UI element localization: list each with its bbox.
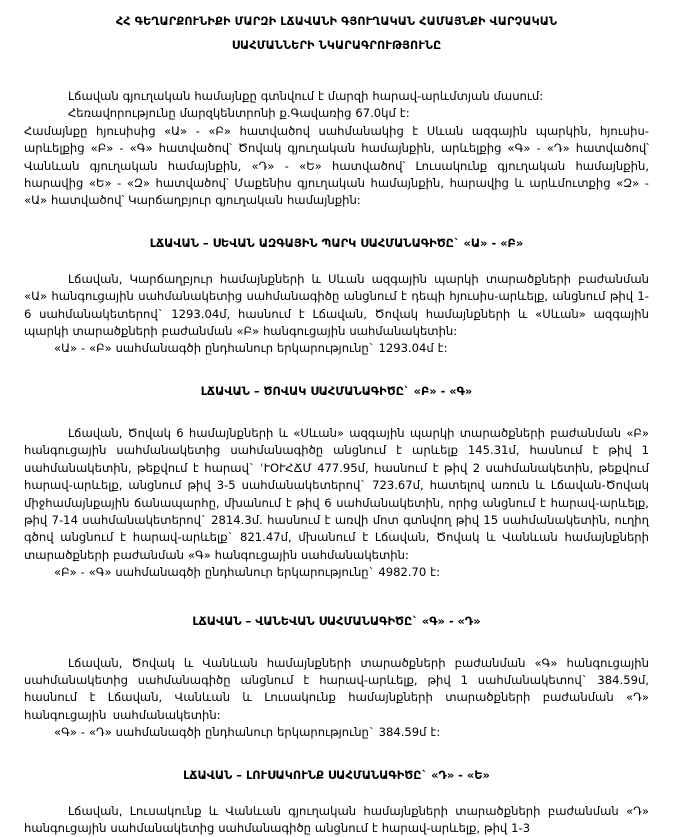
spacer (24, 742, 649, 767)
section-heading-d-e: ԼՃԱՎԱՆ – ԼՈՒՍԱԿՈՒՆՔ ՍԱՀՄԱՆԱԳԻԾԸ` «Դ» - «Ե» (183, 767, 490, 782)
spacer (24, 210, 649, 235)
section-summary-b-g: «Բ» - «Գ» սահմանագծի ընդհանուր երկարությունը` 4982.70 է: (54, 565, 441, 580)
intro-paragraph-2: Հեռավորությունը մարզկենտրոնի ք.Գավառից 67.0կմ է: (68, 106, 410, 121)
spacer (24, 58, 649, 88)
document-title (24, 10, 649, 58)
section-heading-g-d: ԼՃԱՎԱՆ – ՎԱՆԵՎԱՆ ՍԱՀՄԱՆԱԳԻԾԸ` «Գ» - «Դ» (192, 613, 481, 628)
spacer (24, 582, 649, 613)
document-title-line-2: ՍԱՀՄԱՆՆԵՐԻ ՆԿԱՐԱԳՐՈՒԹՅՈՒՆԸ (231, 39, 442, 52)
section-body-d-e: Լճավան, Լուսակունք և Վանևան գյուղական համայնքների տարածքների բաժանման «Դ» հանգուցային սահմանակետից սահմանագիծը անցնում է հարավ-արևելք, թիվ 1-3 (24, 803, 649, 835)
section-summary-a-b: «Ա» - «Բ» սահմանագծի ընդհանուր երկարությունը` 1293.04մ է: (54, 341, 448, 356)
section-body-a-b: Լճավան, Կարճաղբյուր համայնքների և Սևան ազգային պարկի տարածքների բաժանման «Ա» հանգուցային սահմանակետից սահմանագիծը անցնում է դեպի հյուսիս-արևելք, անցնում թիվ 1-6 սահմանակետերով` 1293.04մ, հասնում է Լճավան, Ծովակ համայնքների և «Սևան» ազգային պարկի տարածքների բաժանման «Բ» հանգուցային սահմանակետին: (24, 271, 649, 339)
spacer (24, 400, 649, 425)
section-summary-g-d: «Գ» - «Դ» սահմանագծի ընդհանուր երկարությունը` 384.59մ է: (54, 725, 441, 740)
spacer (24, 630, 649, 655)
document-title-line-1: ՀՀ ԳԵՂԱՐՔՈՒՆԻՔԻ ՄԱՐԶԻ ԼՃԱՎԱՆԻ ԳՅՈՒՂԱԿԱՆ ՀԱՄԱՅՆՔԻ ՎԱՐՉԱԿԱՆ (115, 15, 558, 28)
spacer (24, 784, 649, 803)
spacer (24, 358, 649, 383)
section-heading-b-g: ԼՃԱՎԱՆ – ԾՈՎԱԿ ՍԱՀՄԱՆԱԳԻԾԸ` «Բ» - «Գ» (200, 383, 473, 398)
intro-paragraph-1: Լճավան գյուղական համայնքը գտնվում է մարզի հարավ-արևմտյան մասում: (68, 89, 544, 103)
spacer (24, 252, 649, 271)
intro-paragraph-3: Համայնքը հյուսիսից «Ա» - «Բ» հատվածով սահմանակից է Սևան ազգային պարկին, հյուսիս-արևելքից «Բ» - «Գ» հատվածով՝ Ծովակ գյուղական համայնքին, արևելքից «Գ» - «Դ» հատվածով՝ Վանևան գյուղական համայնքին, «Դ» - «Ե» հատվածով՝ Լուսակունք գյուղական համայնքին, հարավից «Ե» - «Զ» հատվածով՝ Մաքենիս գյուղական համայնքին, հարավից և արևմուտքից «Զ» - «Ա» հատվածով՝ Կարճաղբյուր գյուղական համայնքին: (24, 123, 649, 208)
section-heading-a-b: ԼՃԱՎԱՆ – ՍԵՎԱՆ ԱԶԳԱՅԻՆ ՊԱՐԿ ՍԱՀՄԱՆԱԳԻԾԸ` «Ա» - «Բ» (149, 235, 524, 250)
section-body-g-d: Լճավան, Ծովակ և Վանևան համայնքների տարածքների բաժանման «Գ» հանգուցային սահմանակետից սահմանագիծը անցնում է հարավ-արևելք, թիվ 1 սահմանակետով` 384.59մ, հասնում է Լճավան, Վանևան և Լուսակունք համայնքների տարածքների բաժանման «Դ» հանգուցային սահմանակետին: (24, 655, 649, 722)
section-body-b-g: Լճավան, Ծովակ 6 համայնքների և «Սևան» ազգային պարկի տարածքների բաժանման «Բ» հանգուցային սահմանակետից սահմանագիծը անցնում է արևելք 145.31մ, հասնում է թիվ 1 սահմանակետին, թեքվում է հարավ` ՙՒՕՒՀՃՄ 477.95մ, հասնում է թիվ 2 սահմանակետին, թեքվում հարավ-արևելք, անցնում թիվ 3-5 սահմանակետերով` 723.67մ, հատելով առուն և Լճավան-Ծովակ միջհամայնքային ճանապարհը, մխանում է թիվ 6 սահմանակետին, որից անցնում է հարավ-արևելք, թիվ 7-14 սահմանակետերով` 2814.3մ. հասնում է առվի մոտ գտնվող թիվ 15 սահմանակետին, ուղիղ գծով անցնում է հարավ-արևելք` 821.47մ, մխանում է Լճավան, Ծովակ և Վանևան համայնքների տարածքների բաժանման «Գ» հանգուցային սահմանակետին: (24, 425, 649, 562)
